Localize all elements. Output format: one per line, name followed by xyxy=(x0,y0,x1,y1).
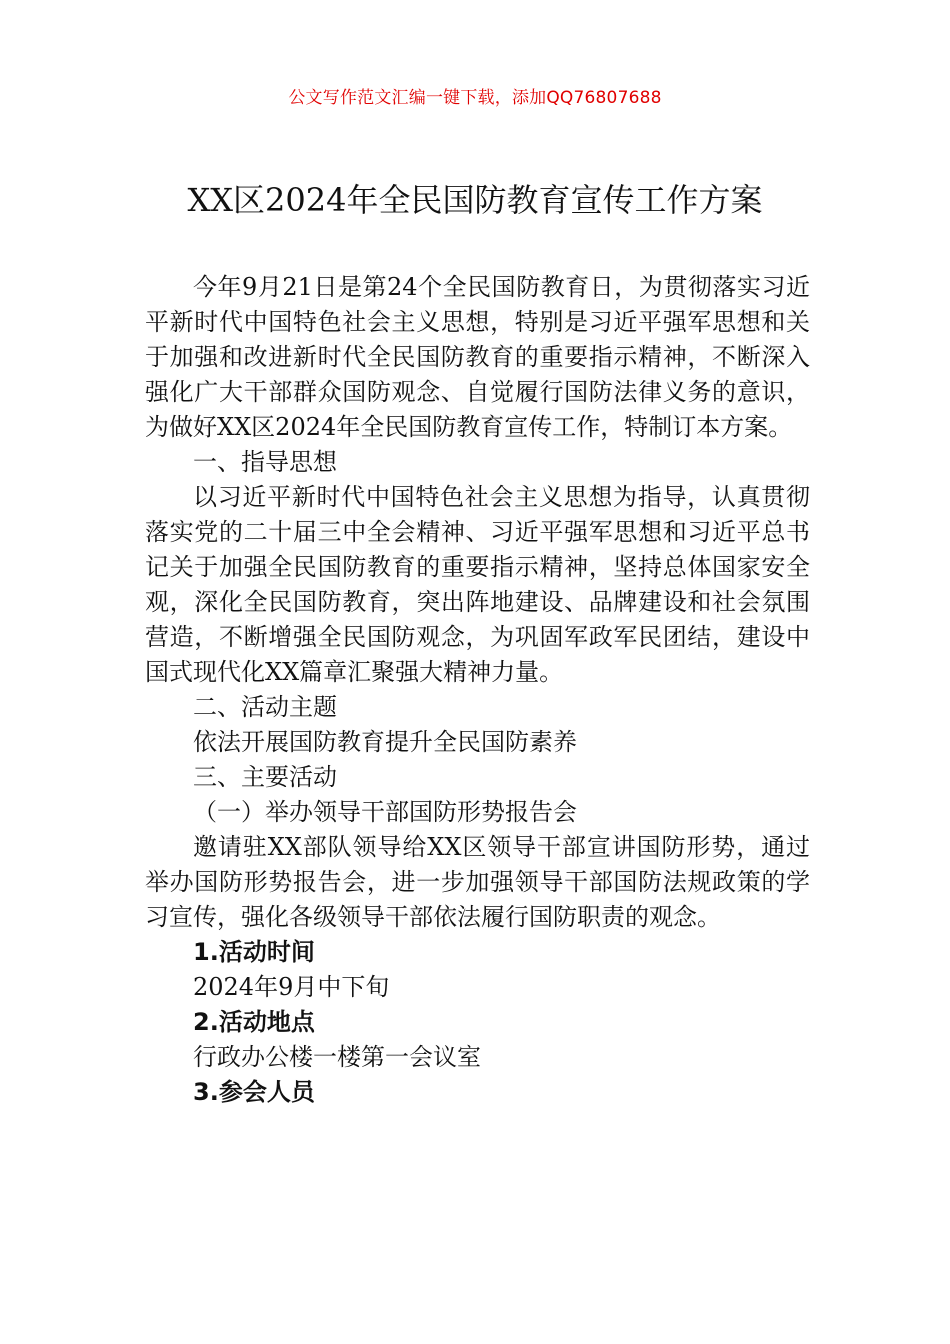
section-heading-activity-theme: 二、活动主题 xyxy=(193,693,337,721)
item-value-activity-time: 2024年9月中下旬 xyxy=(193,973,390,1001)
intro-paragraph: 今年9月21日是第24个全民国防教育日，为贯彻落实习近平新时代中国特色社会主义思想，特别是习近平强军思想和关于加强和改进新时代全民国防教育的重要指示精神，不断深入强化广大干部群众国防观念、自觉履行国防法律义务的意识，为做好XX区2024年全民国防教育宣传工作，特制订本方案。 xyxy=(145,273,810,441)
item-value-activity-location: 行政办公楼一楼第一会议室 xyxy=(193,1043,481,1071)
item-label-activity-time: 1.活动时间 xyxy=(193,938,315,966)
guiding-thought-paragraph: 以习近平新时代中国特色社会主义思想为指导，认真贯彻落实党的二十届三中全会精神、习近平强军思想和习近平总书记关于加强全民国防教育的重要指示精神，坚持总体国家安全观，深化全民国防教育，突出阵地建设、品牌建设和社会氛围营造，不断增强全民国防观念，为巩固军政军民团结，建设中国式现代化XX篇章汇聚强大精神力量。 xyxy=(145,483,810,686)
section-heading-guiding-thought: 一、指导思想 xyxy=(193,448,337,476)
document-body xyxy=(145,270,810,1110)
activity-theme-text: 依法开展国防教育提升全民国防素养 xyxy=(193,728,577,756)
section-heading-main-activities: 三、主要活动 xyxy=(193,763,337,791)
item-label-activity-location: 2.活动地点 xyxy=(193,1008,315,1036)
item-label-attendees: 3.参会人员 xyxy=(193,1078,315,1106)
header-note: 公文写作范文汇编一键下载，添加QQ76807688 xyxy=(288,88,662,108)
subsection-heading-report-meeting: （一）举办领导干部国防形势报告会 xyxy=(193,798,577,826)
document-title: XX区2024年全民国防教育宣传工作方案 xyxy=(187,181,763,219)
report-meeting-paragraph: 邀请驻XX部队领导给XX区领导干部宣讲国防形势，通过举办国防形势报告会，进一步加强领导干部国防法规政策的学习宣传，强化各级领导干部依法履行国防职责的观念。 xyxy=(145,833,810,931)
